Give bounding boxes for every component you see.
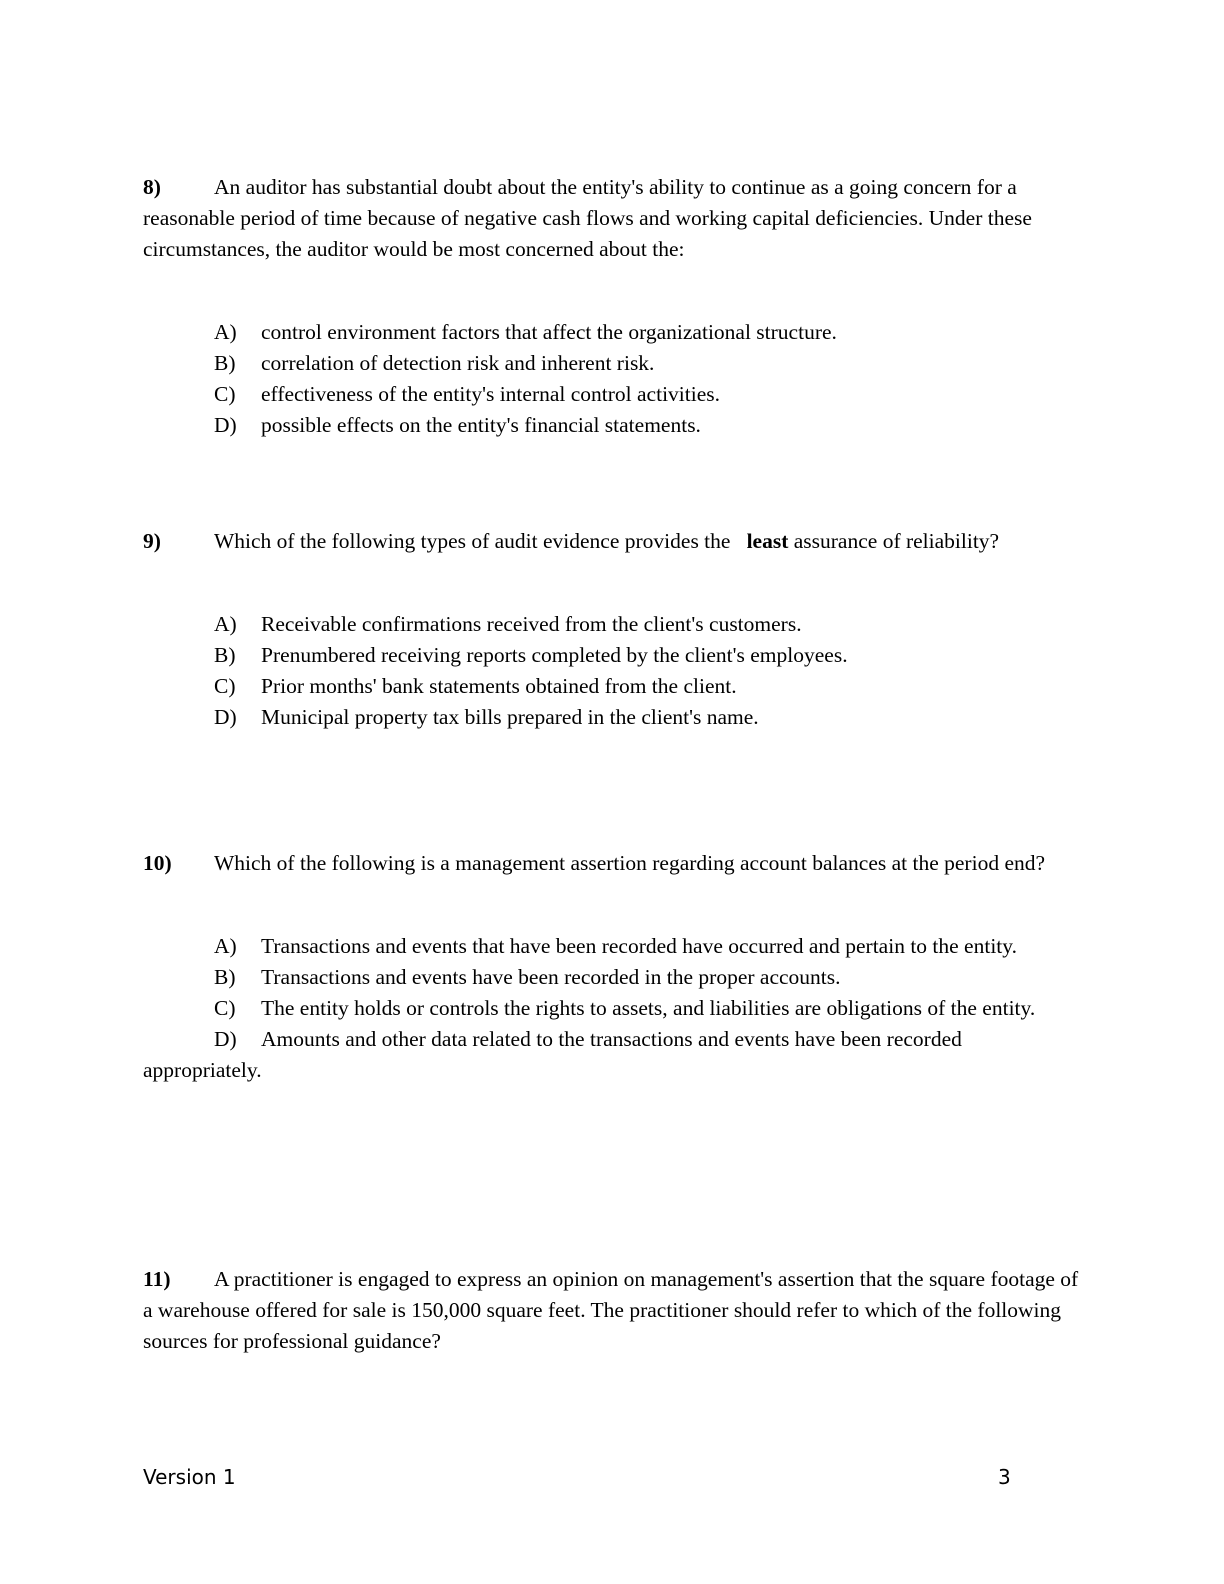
choice-letter: C) — [214, 674, 236, 698]
answer-choice — [143, 379, 1083, 410]
question-11 — [143, 1264, 1083, 1357]
answer-choice — [143, 317, 1083, 348]
footer-page-number: 3 — [998, 1465, 1011, 1489]
question-number: 10) — [143, 851, 172, 875]
question-number: 11) — [143, 1267, 171, 1291]
choice-letter: D) — [214, 705, 237, 729]
answer-choice — [143, 348, 1083, 379]
choice-letter: C) — [214, 996, 236, 1020]
choice-text: Transactions and events have been recorded in the proper accounts. — [261, 965, 841, 989]
question-9 — [143, 526, 1083, 733]
choice-text: control environment factors that affect the organizational structure. — [261, 320, 837, 344]
choice-text: possible effects on the entity's financial statements. — [261, 413, 701, 437]
answer-choice — [143, 640, 1083, 671]
question-stem — [143, 526, 1083, 557]
question-stem — [143, 172, 1083, 265]
answer-choice — [143, 993, 1083, 1024]
choice-letter: D) — [214, 1027, 237, 1051]
choice-text: Receivable confirmations received from the client's customers. — [261, 612, 802, 636]
choice-text: Transactions and events that have been recorded have occurred and pertain to the entity. — [261, 934, 1017, 958]
answer-choice — [143, 609, 1083, 640]
answer-choices — [143, 317, 1083, 441]
answer-choice — [143, 410, 1083, 441]
question-text: An auditor has substantial doubt about the entity's ability to continue as a going concern for a reasonable period of time because of negative cash flows and working capital deficiencies. Under these circumstances, the auditor would be most concerned about the: — [143, 175, 1032, 261]
question-8 — [143, 172, 1083, 441]
question-text: Which of the following types of audit evidence provides the — [214, 529, 731, 553]
answer-choice — [143, 962, 1083, 993]
question-text: A practitioner is engaged to express an opinion on management's assertion that the square footage of a warehouse offered for sale is 150,000 square feet. The practitioner should refer to which of the following sources for professional guidance? — [143, 1267, 1079, 1353]
choice-letter: B) — [214, 965, 236, 989]
answer-choices — [143, 931, 1083, 1086]
choice-text: Municipal property tax bills prepared in the client's name. — [261, 705, 759, 729]
question-number: 9) — [143, 529, 161, 553]
question-text-continued: assurance of reliability? — [793, 529, 1000, 553]
choice-text: effectiveness of the entity's internal control activities. — [261, 382, 721, 406]
answer-choice — [143, 671, 1083, 702]
question-stem — [143, 848, 1083, 879]
choice-text: Amounts and other data related to the transactions and events have been recorded appropriately. — [143, 1027, 962, 1082]
choice-letter: B) — [214, 351, 236, 375]
choice-letter: A) — [214, 320, 237, 344]
answer-choice — [143, 931, 1083, 962]
question-10 — [143, 848, 1083, 1086]
choice-text: correlation of detection risk and inherent risk. — [261, 351, 655, 375]
answer-choice — [143, 702, 1083, 733]
choice-text: Prior months' bank statements obtained from the client. — [261, 674, 737, 698]
footer-version: Version 1 — [143, 1465, 236, 1489]
choice-letter: A) — [214, 612, 237, 636]
question-number: 8) — [143, 175, 161, 199]
answer-choice — [143, 1024, 1083, 1086]
question-text: Which of the following is a management assertion regarding account balances at the period end? — [214, 851, 1046, 875]
choice-text: Prenumbered receiving reports completed by the client's employees. — [261, 643, 848, 667]
choice-text: The entity holds or controls the rights to assets, and liabilities are obligations of the entity. — [261, 996, 1036, 1020]
choice-letter: C) — [214, 382, 236, 406]
choice-letter: B) — [214, 643, 236, 667]
question-stem — [143, 1264, 1083, 1357]
choice-letter: A) — [214, 934, 237, 958]
emphasis-text: least — [746, 529, 789, 553]
answer-choices — [143, 609, 1083, 733]
choice-letter: D) — [214, 413, 237, 437]
